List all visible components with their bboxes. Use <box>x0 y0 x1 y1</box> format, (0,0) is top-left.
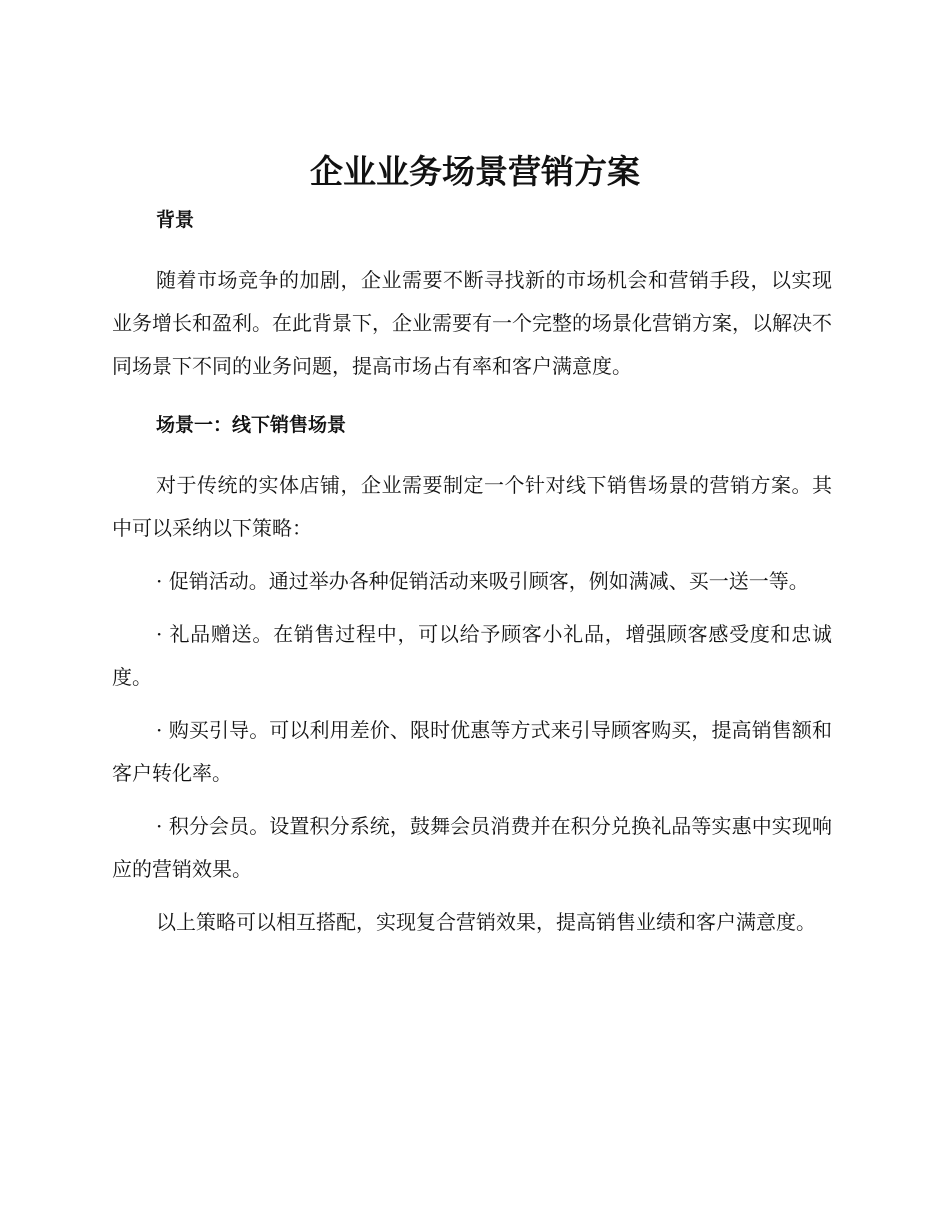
section-heading-background: 背景 <box>156 209 195 231</box>
background-paragraph: 随着市场竞争的加剧，企业需要不断寻找新的市场机会和营销手段，以实现业务增长和盈利。在此背景下，企业需要有一个完整的场景化营销方案，以解决不同场景下不同的业务问题，提高市场占有率和客户满意度。 <box>112 268 832 378</box>
strategy-item: · 购买引导。可以利用差价、限时优惠等方式来引导顾客购买，提高销售额和客户转化率。 <box>112 718 832 785</box>
strategy-item: · 礼品赠送。在销售过程中，可以给予顾客小礼品，增强顾客感受度和忠诚度。 <box>112 622 832 689</box>
document-title: 企业业务场景营销方案 <box>310 152 640 191</box>
scene1-conclusion-paragraph: 以上策略可以相互搭配，实现复合营销效果，提高销售业绩和客户满意度。 <box>156 910 816 934</box>
strategy-item: · 促销活动。通过举办各种促销活动来吸引顾客，例如满减、买一送一等。 <box>156 569 809 593</box>
section-heading-scene1: 场景一：线下销售场景 <box>156 414 347 436</box>
scene1-intro-paragraph: 对于传统的实体店铺，企业需要制定一个针对线下销售场景的营销方案。其中可以采纳以下策略： <box>112 473 832 540</box>
strategy-item: · 积分会员。设置积分系统，鼓舞会员消费并在积分兑换礼品等实惠中实现响应的营销效果。 <box>112 814 832 881</box>
document-body <box>112 205 832 954</box>
